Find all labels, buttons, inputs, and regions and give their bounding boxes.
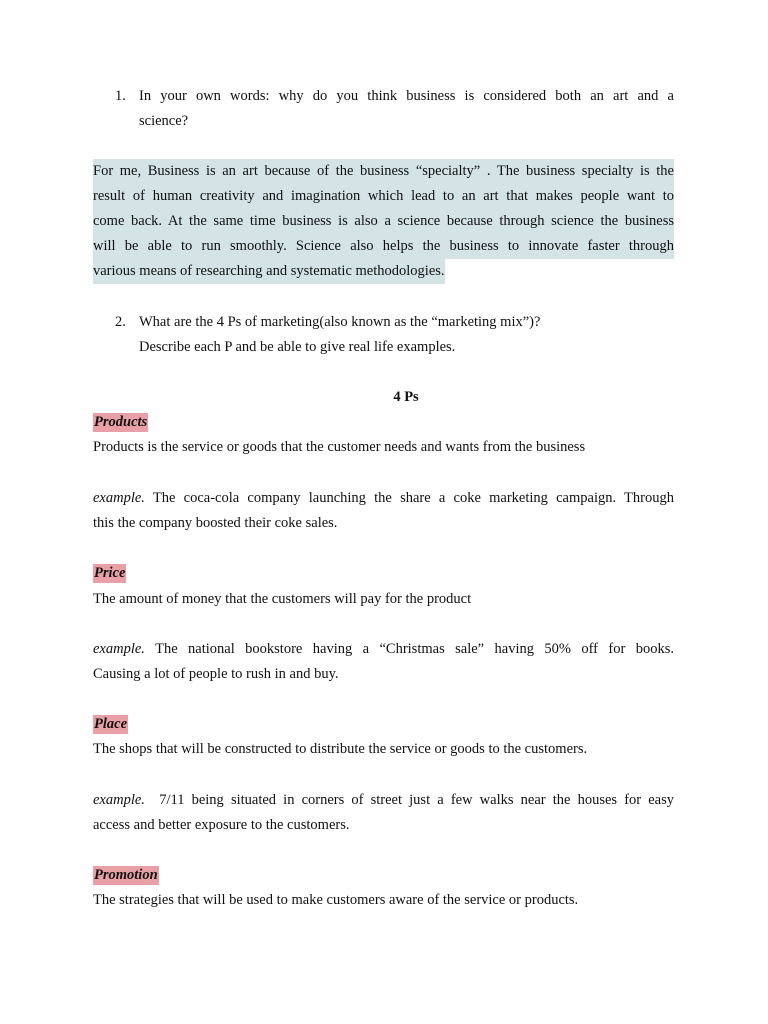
- example-text: 7/11 being situated in corners of street just a few walks near the houses for easy: [159, 792, 675, 808]
- question-number: 1.: [115, 88, 126, 104]
- answer-line: result of human creativity and imagination which lead to an art that makes people want to: [93, 184, 674, 209]
- question-text-line: science?: [139, 113, 189, 129]
- example-label: example.: [93, 490, 145, 506]
- question-text-line: What are the 4 Ps of marketing(also known as the “marketing mix”)?: [139, 314, 541, 330]
- price-example-line: [93, 637, 674, 662]
- question-number: 2.: [115, 314, 126, 330]
- answer-line: For me, Business is an art because of the business “specialty” . The business specialty is the: [93, 159, 674, 184]
- price-example-line: Causing a lot of people to rush in and buy.: [93, 666, 339, 682]
- promotion-heading: Promotion: [94, 867, 158, 883]
- place-example-line: access and better exposure to the customers.: [93, 817, 350, 833]
- example-label: example.: [93, 792, 145, 808]
- products-definition: Products is the service or goods that the customer needs and wants from the business: [93, 439, 586, 455]
- place-definition: The shops that will be constructed to distribute the service or goods to the customers.: [93, 741, 588, 757]
- products-heading: Products: [94, 414, 148, 430]
- example-text: The national bookstore having a “Christmas sale” having 50% off for books.: [155, 641, 674, 657]
- example-label: example.: [93, 641, 145, 657]
- example-text: The coca-cola company launching the share a coke marketing campaign. Through: [152, 490, 674, 506]
- answer-line: come back. At the same time business is also a science because through science the business: [93, 209, 674, 234]
- place-heading: Place: [94, 716, 128, 732]
- price-heading: Price: [94, 565, 126, 581]
- answer-line: various means of researching and systematic methodologies.: [93, 259, 445, 284]
- question-text-line: In your own words: why do you think business is considered both an art and a: [139, 88, 674, 104]
- section-title: 4 Ps: [393, 389, 419, 405]
- promotion-definition: The strategies that will be used to make customers aware of the service or products.: [93, 892, 579, 908]
- place-example-line: [93, 788, 674, 813]
- products-example-line: [93, 486, 674, 511]
- answer-line: will be able to run smoothly. Science also helps the business to innovate faster through: [93, 234, 674, 259]
- question-text-line: Describe each P and be able to give real life examples.: [139, 339, 456, 355]
- products-example-line: this the company boosted their coke sales.: [93, 515, 338, 531]
- price-definition: The amount of money that the customers will pay for the product: [93, 591, 472, 607]
